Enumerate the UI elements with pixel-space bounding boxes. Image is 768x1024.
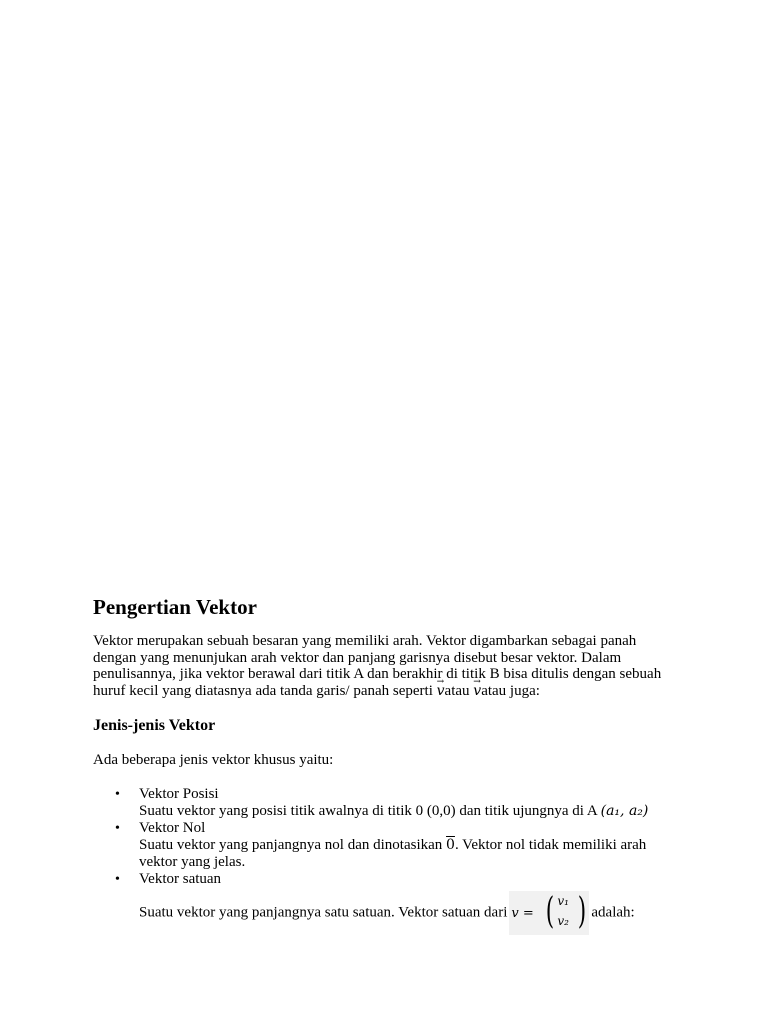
page-title: Pengertian Vektor (93, 595, 257, 619)
vector-types-list (93, 786, 678, 935)
vector-arrow-symbol-2: → v (473, 683, 481, 700)
paragraph-mid-text: atau (444, 682, 470, 699)
types-intro: Ada beberapa jenis vektor khusus yaitu: (93, 752, 334, 768)
bullet-icon: • (115, 821, 120, 836)
item-description-text: Suatu vektor yang panjangnya nol dan dinotasikan (139, 837, 443, 853)
item-description (139, 803, 678, 820)
bullet-icon: • (115, 787, 120, 802)
list-item-vektor-posisi (93, 786, 678, 820)
matrix-v1: v₁ (557, 894, 569, 908)
matrix-lhs: v = (511, 906, 534, 921)
item-description-tail: adalah: (591, 904, 635, 921)
item-description (139, 891, 678, 935)
item-description-text: Suatu vektor yang panjangnya satu satuan. Vektor satuan dari (139, 904, 508, 921)
paragraph-end-text: atau juga: (481, 682, 540, 699)
bullet-icon: • (115, 872, 120, 887)
item-name: Vektor Posisi (139, 786, 219, 802)
item-description (139, 837, 678, 871)
item-name: Vektor satuan (139, 871, 222, 887)
math-expression: (a₁, a₂) (600, 803, 649, 819)
right-paren-icon: ) (578, 891, 587, 932)
item-description-text: Suatu vektor yang posisi titik awalnya di titik 0 (0,0) dan titik ujungnya di A (139, 803, 597, 819)
section-heading: Jenis-jenis Vektor (93, 717, 216, 734)
paragraph-text: Vektor merupakan sebuah besaran yang memiliki arah. Vektor digambarkan sebagai panah dengan yang menunjukan arah vektor dan panjang garisnya disebut besar vektor. Dalam penulisannya, jika vektor berawal dari titik A dan berakhir di titik B bisa ditulis dengan sebuah huruf kecil yang diatasnya ada tanda garis/ panah seperti (93, 633, 662, 699)
matrix-equation-image (509, 891, 589, 935)
left-paren-icon: ( (546, 891, 555, 932)
item-description-tail: . Vektor nol tidak memiliki arah vektor yang jelas. (139, 837, 647, 870)
intro-paragraph (93, 633, 678, 699)
item-name: Vektor Nol (139, 820, 206, 836)
list-item-vektor-nol (93, 820, 678, 871)
document-content (93, 594, 678, 935)
list-item-vektor-satuan (93, 871, 678, 935)
vector-arrow-symbol: → v (437, 683, 445, 700)
matrix-v2: v₂ (557, 914, 569, 928)
zero-vector-symbol: 0 (446, 837, 455, 853)
